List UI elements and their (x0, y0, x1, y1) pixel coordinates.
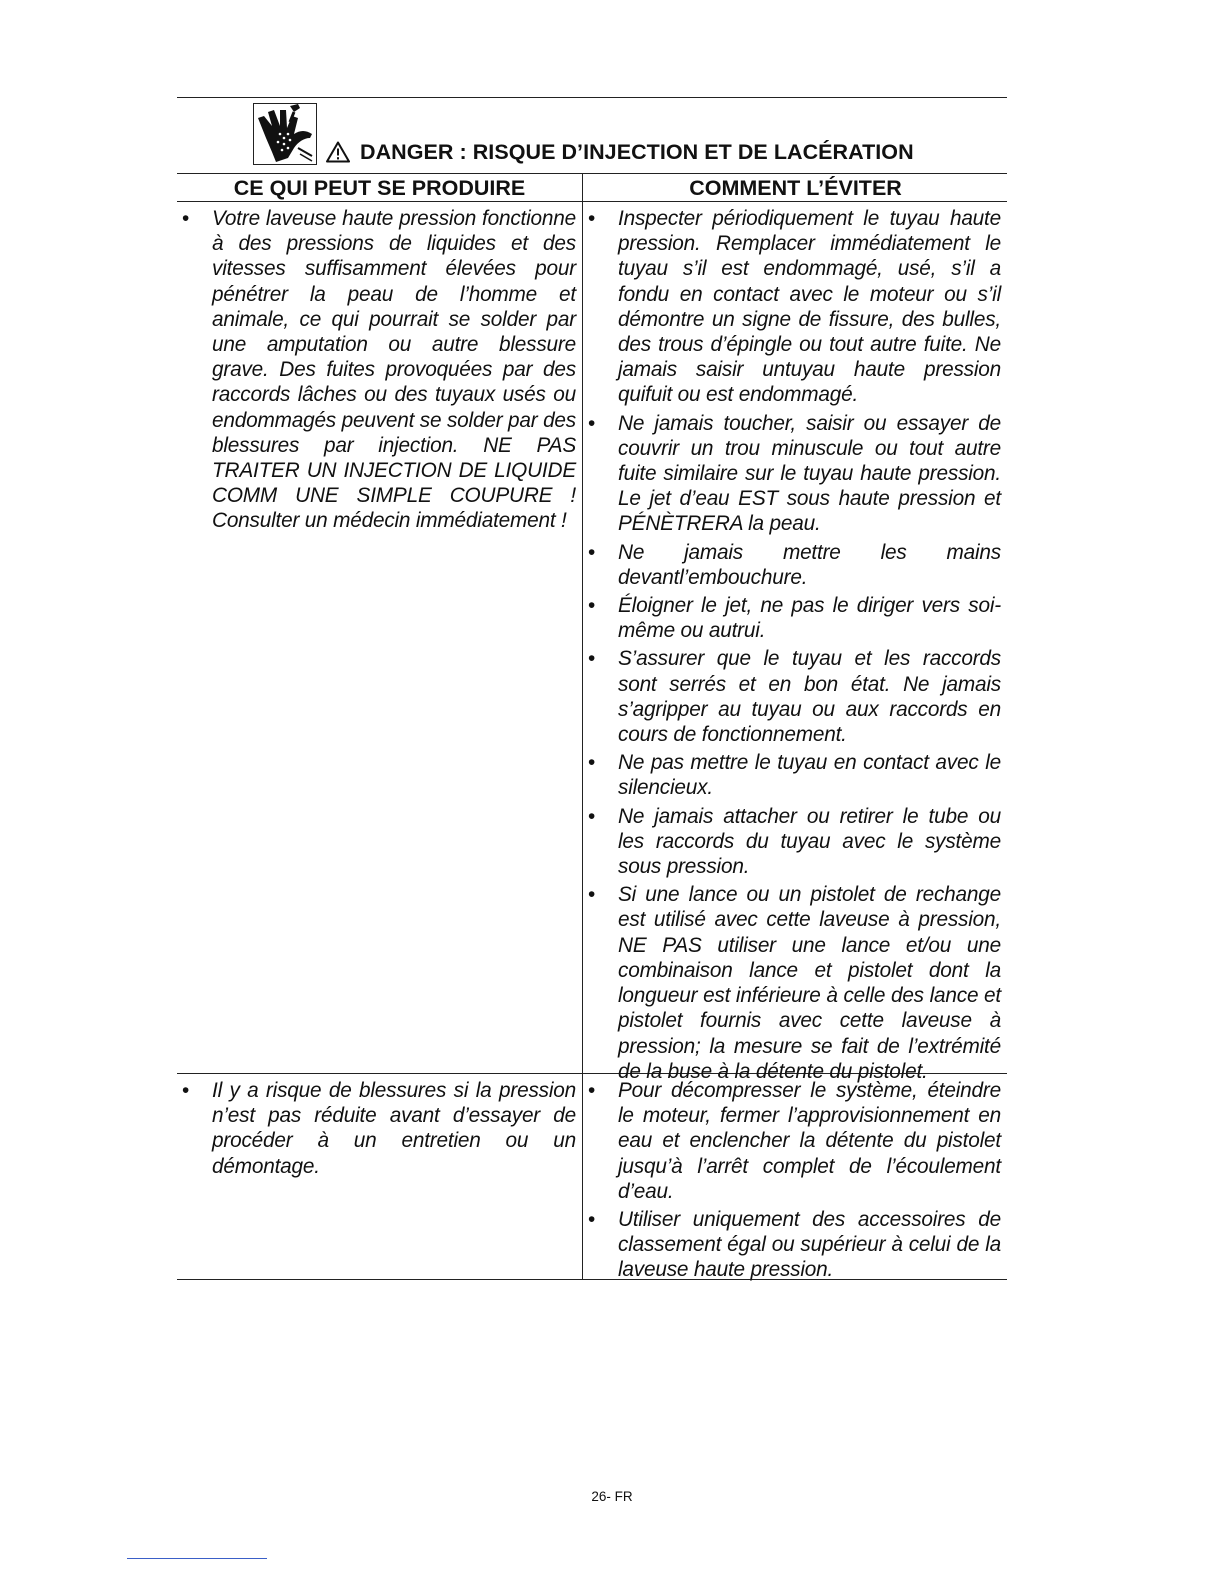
row-1-hazard-cell (177, 203, 576, 534)
prevention-item: • Pour décompresser le système, éteindre le moteur, fermer l’approvisionnement en eau et enclencher la détente du pistolet jusqu’à l’arrêt complet de l’écoulement d’eau. (583, 1078, 1001, 1204)
hazard-item: • Il y a risque de blessures si la pression n’est pas réduite avant d’essayer de procéder à un entretien ou un démontage. (177, 1078, 576, 1179)
row-2-hazard-cell (177, 1075, 576, 1179)
column-header-how-to-prevent: COMMENT L’ÉVITER (689, 176, 902, 200)
prevention-item: • Inspecter périodiquement le tuyau haute pression. Remplacer immédiatement le tuyau s’il est endommagé, usé, s’il a fondu en contact avec le moteur ou s’il démontre un signe de fissure, des bulles, des trous d’épingle ou tout autre fuite. Ne jamais saisir untuyau haute pression quifuit ou est endommagé. (583, 206, 1001, 408)
page-number: 26- FR (591, 1489, 633, 1504)
row-2-prevention-cell (583, 1075, 1001, 1283)
hand-injection-icon (253, 103, 317, 165)
prevention-item: • Ne jamais toucher, saisir ou essayer de couvrir un trou minuscule ou tout autre fuite similaire sur le tuyau haute pression. Le jet d’eau EST sous haute pression et PÉNÈTRERA la peau. (583, 411, 1001, 537)
bottom-rule (127, 1558, 267, 1559)
prevention-item: • Ne jamais mettre les mains devantl’embouchure. (583, 540, 1001, 590)
prevention-item: • S’assurer que le tuyau et les raccords sont serrés et en bon état. Ne jamais s’agripper au tuyau ou aux raccords en cours de fonctionnement. (583, 646, 1001, 747)
danger-title-text: DANGER : RISQUE D’INJECTION ET DE LACÉRATION (360, 139, 914, 164)
prevention-item: • Éloigner le jet, ne pas le diriger vers soi-même ou autrui. (583, 593, 1001, 643)
prevention-item: • Ne pas mettre le tuyau en contact avec le silencieux. (583, 750, 1001, 800)
prevention-item: • Ne jamais attacher ou retirer le tube ou les raccords du tuyau avec le système sous pression. (583, 804, 1001, 880)
hazard-table (177, 173, 1007, 1280)
prevention-item: • Si une lance ou un pistolet de rechange est utilisé avec cette laveuse à pression, NE PAS utiliser une lance et/ou une combinaison lance et pistolet dont la longueur est inférieure à celle des lance et pistolet fournis avec cette laveuse à pression; la mesure se fait de l’extrémité de la buse à la détente du pistolet. (583, 882, 1001, 1084)
prevention-item: • Utiliser uniquement des accessoires de classement égal ou supérieur à celui de la laveuse haute pression. (583, 1207, 1001, 1283)
header-rule (177, 201, 1007, 202)
top-rule (177, 97, 1007, 98)
danger-title (326, 138, 914, 166)
hazard-item: • Votre laveuse haute pression fonctionne à des pressions de liquides et des vitesses suffisamment élevées pour pénétrer la peau de l’homme et animale, ce qui pourrait se solder par une amputation ou autre blessure grave. Des fuites provoquées par des raccords lâches ou des tuyaux usés ou endommagés peuvent se solder par des blessures par injection. NE PAS TRAITER UN INJECTION DE LIQUIDE COMM UNE SIMPLE COUPURE ! Consulter un médecin immédiatement ! (177, 206, 576, 534)
warning-triangle-icon (326, 141, 350, 163)
column-header-what-can-happen: CE QUI PEUT SE PRODUIRE (233, 176, 526, 200)
row-1-prevention-cell (583, 203, 1001, 1084)
